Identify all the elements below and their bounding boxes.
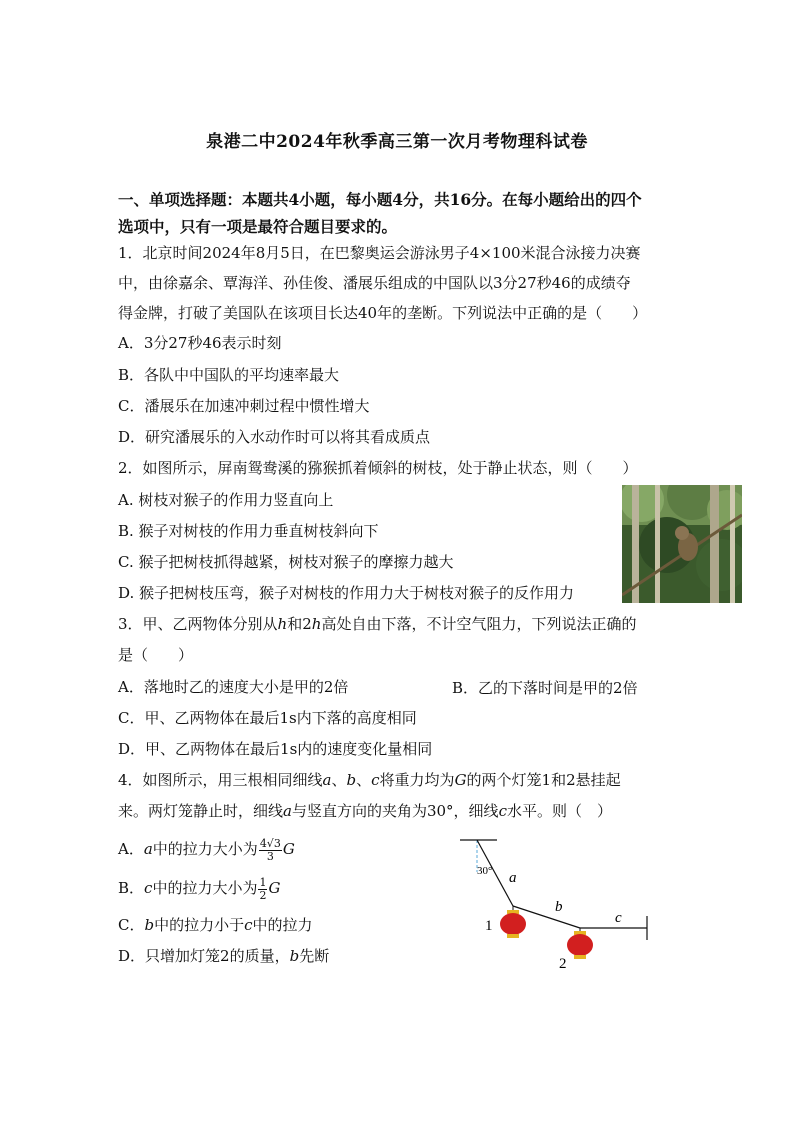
fraction-denominator: 2 xyxy=(259,888,267,902)
exam-title: 泉港二中2024年秋季高三第一次月考物理科试卷 xyxy=(206,132,588,152)
q3-var-h: h xyxy=(277,615,288,633)
q1-option-b: B．各队中中国队的平均速率最大 xyxy=(118,366,340,384)
q4-option-d xyxy=(118,946,329,966)
q3-option-c: C．甲、乙两物体在最后1s内下落的高度相同 xyxy=(118,709,417,727)
q1-option-c: C．潘展乐在加速冲刺过程中惯性增大 xyxy=(118,397,370,415)
q4-text: 将重力均为 xyxy=(379,771,455,789)
q1-stem-line2: 中，由徐嘉余、覃海洋、孙佳俊、潘展乐组成的中国队以3分27秒46的成绩夺 xyxy=(118,274,631,292)
section-heading xyxy=(118,186,682,240)
q4-option-label: A． xyxy=(118,840,144,858)
section-heading-line1: 一、单项选择题：本题共4小题，每小题4分，共16分。在每小题给出的四个 xyxy=(118,190,642,209)
lantern-diagram xyxy=(455,830,665,975)
q1-stem-line1: 1．北京时间2024年8月5日，在巴黎奥运会游泳男子4×100米混合泳接力决赛 xyxy=(118,244,641,262)
lantern-2-label: 2 xyxy=(559,956,567,972)
q2-option-c: C. 猴子把树枝抓得越紧，树枝对猴子的摩擦力越大 xyxy=(118,553,454,571)
q4-text: 的两个灯笼1和2悬挂起 xyxy=(466,771,621,789)
q4-text: 、 xyxy=(331,771,347,789)
angle-label: 30° xyxy=(477,865,493,877)
monkey-photo xyxy=(622,485,742,603)
q4-var-b: b xyxy=(289,947,300,965)
q4-text: 与竖直方向的夹角为30°，细线 xyxy=(291,802,499,820)
q4-stem-line2 xyxy=(118,801,612,821)
q4-var-b: b xyxy=(144,916,155,934)
q4-var-c: c xyxy=(144,879,153,897)
q3-stem-line1 xyxy=(118,614,636,634)
q4-var-g: G xyxy=(454,771,467,789)
q4-text: 中的拉力小于 xyxy=(154,916,245,934)
label-c: c xyxy=(615,910,622,926)
fraction-denominator: 3 xyxy=(266,849,274,863)
q3-text: 高处自由下落，不计空气阻力，下列说法正确的 xyxy=(321,615,637,633)
q4-stem-line1 xyxy=(118,770,621,790)
lantern-1-label: 1 xyxy=(485,918,493,934)
q4-text: 水平。则（ ） xyxy=(506,802,612,820)
q4-text: 中的拉力大小为 xyxy=(152,840,258,858)
q2-stem: 2．如图所示，屏南鸳鸯溪的猕猴抓着倾斜的树枝，处于静止状态，则（ ） xyxy=(118,459,638,477)
q2-option-d: D. 猴子把树枝压弯，猴子对树枝的作用力大于树枝对猴子的反作用力 xyxy=(118,584,575,602)
fraction xyxy=(258,877,267,902)
q4-option-b xyxy=(118,875,280,902)
q4-text: D．只增加灯笼2的质量， xyxy=(118,947,290,965)
q3-text: 3．甲、乙两物体分别从 xyxy=(118,615,278,633)
fraction-numerator: 1 xyxy=(259,875,267,889)
q4-var-a: a xyxy=(143,840,153,858)
q3-stem-line2: 是（ ） xyxy=(118,646,194,664)
q4-var-g: G xyxy=(282,840,295,858)
fraction xyxy=(259,838,282,863)
q4-text: 4．如图所示，用三根相同细线 xyxy=(118,771,323,789)
q3-option-d: D．甲、乙两物体在最后1s内的速度变化量相同 xyxy=(118,740,433,758)
q4-var-a: a xyxy=(322,771,332,789)
q4-var-g: G xyxy=(268,879,281,897)
q4-var-c: c xyxy=(498,802,507,820)
q4-var-b: b xyxy=(346,771,357,789)
q1-stem-line3: 得金牌，打破了美国队在该项目长达40年的垄断。下列说法中正确的是（ ） xyxy=(118,304,648,322)
q3-option-a: A．落地时乙的速度大小是甲的2倍 xyxy=(118,678,349,696)
q4-var-c: c xyxy=(244,916,253,934)
q2-option-a: A. 树枝对猴子的作用力竖直向上 xyxy=(118,491,334,509)
lantern-1-icon xyxy=(500,906,526,938)
q1-option-d: D．研究潘展乐的入水动作时可以将其看成质点 xyxy=(118,428,431,446)
q4-var-c: c xyxy=(371,771,380,789)
q4-option-label: B． xyxy=(118,879,145,897)
label-b: b xyxy=(555,899,563,915)
lantern-2-icon xyxy=(567,928,593,959)
label-a: a xyxy=(509,870,517,886)
q3-text: 和2 xyxy=(287,615,312,633)
section-heading-line2: 选项中，只有一项是最符合题目要求的。 xyxy=(118,217,398,236)
q4-text: 中的拉力大小为 xyxy=(152,879,258,897)
q3-var-2h: h xyxy=(311,615,322,633)
q4-text: 先断 xyxy=(299,947,330,965)
q4-var-a: a xyxy=(283,802,292,820)
q4-text: 、 xyxy=(356,771,372,789)
q3-option-b: B．乙的下落时间是甲的2倍 xyxy=(452,679,638,697)
fraction-numerator: 4√3 xyxy=(259,836,281,850)
q4-option-c xyxy=(118,915,313,935)
q4-text: 中的拉力 xyxy=(252,916,313,934)
q4-option-a xyxy=(118,836,295,863)
q4-option-label: C． xyxy=(118,916,145,934)
q2-option-b: B. 猴子对树枝的作用力垂直树枝斜向下 xyxy=(118,522,379,540)
q4-text: 来。两灯笼静止时，细线 xyxy=(118,802,284,820)
q1-option-a: A．3分27秒46表示时刻 xyxy=(118,334,282,352)
